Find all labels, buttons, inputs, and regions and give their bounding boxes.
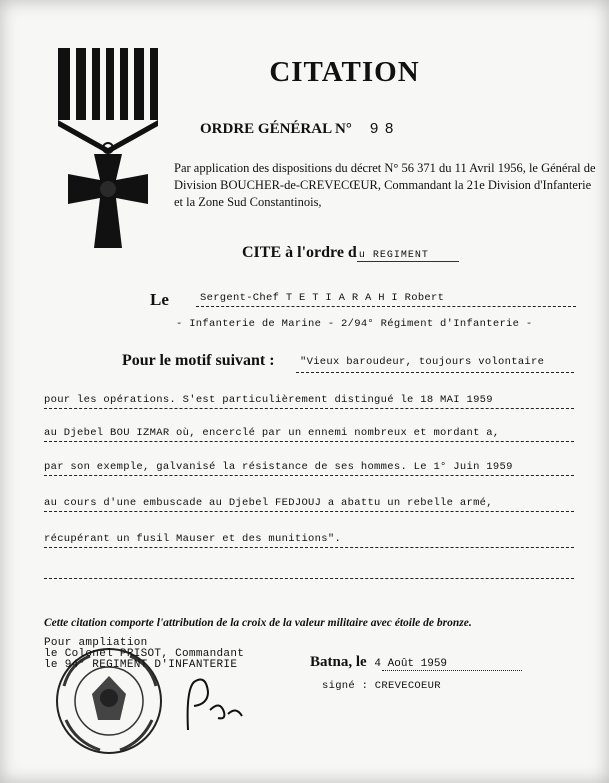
handwritten-signature [180, 670, 250, 740]
place-label: Batna, le [310, 654, 367, 670]
motif-line-1: "Vieux baroudeur, toujours volontaire [300, 356, 545, 368]
motif-label: Pour le motif suivant : [122, 352, 275, 369]
issue-date: 4 Août 1959 [374, 658, 448, 670]
cite-label: CITE à l'ordre d [242, 244, 357, 261]
motif-underline-2 [44, 408, 574, 409]
ampliation-block [44, 638, 244, 671]
cite-line [242, 244, 459, 262]
ampliation-line-3: le 94° REGIMENT D'INFANTERIE [44, 659, 238, 671]
motif-underline-6 [44, 547, 574, 548]
place-date-line [310, 654, 447, 671]
motif-line-2: pour les opérations. S'est particulièrement distingué le 18 MAI 1959 [44, 394, 493, 406]
motif-underline-1 [296, 372, 574, 373]
motif-line-4: par son exemple, galvanisé la résistance de ses hommes. Le 1° Juin 1959 [44, 461, 513, 473]
name-underline [196, 306, 576, 307]
motif-underline-3 [44, 441, 574, 442]
application-paragraph: Par application des dispositions du décret N° 56 371 du 11 Avril 1956, le Général de Division BOUCHER-de-CREVECŒUR, Commandant la 21e Division d'Infanterie et la Zone Sud Constantinois, [174, 161, 596, 209]
ordre-general [200, 121, 400, 138]
ordre-label: ORDRE GÉNÉRAL N° [200, 121, 352, 137]
ampliation-line-2: le Colonel PRISOT, Commandant [44, 648, 245, 660]
motif-underline-4 [44, 475, 574, 476]
date-underline [382, 670, 522, 671]
ordre-number: 98 [369, 121, 400, 138]
document-title: CITATION [269, 56, 420, 88]
motif-line-5: au cours d'une embuscade au Djebel FEDJOUJ a abattu un rebelle armé, [44, 497, 493, 509]
motif-line-6: récupérant un fusil Mauser et des munitions". [44, 533, 342, 545]
signed-line: signé : CREVECOEUR [322, 680, 441, 692]
motif-underline-5 [44, 511, 574, 512]
ampliation-line-1: Pour ampliation [44, 637, 148, 649]
cite-value: u REGIMENT [357, 250, 459, 262]
recipient-name: Sergent-Chef T E T I A R A H I Robert [200, 292, 445, 304]
le-label: Le [150, 290, 169, 309]
motif-line-3: au Djebel BOU IZMAR où, encerclé par un ennemi nombreux et mordant a, [44, 427, 500, 439]
blank-underline [44, 578, 574, 579]
recipient-unit: - Infanterie de Marine - 2/94° Régiment d'Infanterie - [176, 318, 533, 330]
attribution-note: Cette citation comporte l'attribution de la croix de la valeur militaire avec étoile de bronze. [44, 617, 472, 629]
